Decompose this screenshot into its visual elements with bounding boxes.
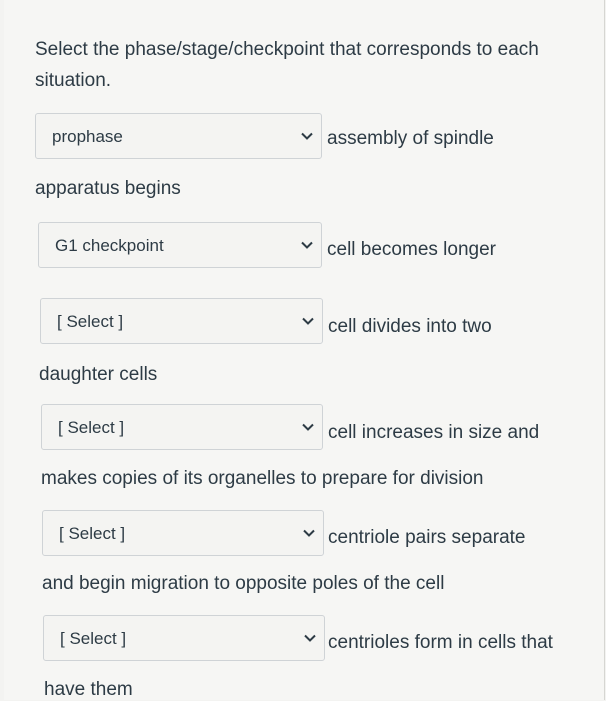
situation-text-2: cell becomes longer <box>327 239 496 260</box>
chevron-down-icon <box>301 525 317 541</box>
phase-select-5[interactable] <box>42 510 324 556</box>
select-value: [ Select ] <box>59 524 126 543</box>
situation-text-5: centriole pairs separate <box>328 527 526 548</box>
question-text: Select the phase/stage/checkpoint that corresponds to each situation. <box>35 39 539 91</box>
situation-text-1: assembly of spindle <box>327 128 494 149</box>
select-value: prophase <box>52 127 123 146</box>
quiz-panel <box>4 0 605 700</box>
situation-text-4: cell increases in size and <box>328 422 540 443</box>
select-value: G1 checkpoint <box>55 236 164 255</box>
situation-text-6: centrioles form in cells that <box>328 632 553 653</box>
phase-select-3[interactable] <box>40 298 323 344</box>
phase-select-1[interactable] <box>35 113 322 159</box>
situation-continuation-5: and begin migration to opposite poles of the cell <box>42 573 445 594</box>
situation-continuation-6: have them <box>44 679 133 700</box>
select-value: [ Select ] <box>58 418 125 437</box>
phase-select-6[interactable] <box>43 615 325 661</box>
select-value: [ Select ] <box>57 312 124 331</box>
situation-continuation-4: makes copies of its organelles to prepare for division <box>41 468 484 489</box>
chevron-down-icon <box>299 128 315 144</box>
chevron-down-icon <box>300 313 316 329</box>
situation-continuation-3: daughter cells <box>39 364 158 385</box>
chevron-down-icon <box>300 419 316 435</box>
situation-continuation-1: apparatus begins <box>35 178 181 199</box>
chevron-down-icon <box>299 237 315 253</box>
phase-select-2[interactable] <box>38 222 322 268</box>
situation-text-3: cell divides into two <box>328 316 492 337</box>
phase-select-4[interactable] <box>41 404 323 450</box>
select-value: [ Select ] <box>60 629 127 648</box>
chevron-down-icon <box>302 630 318 646</box>
